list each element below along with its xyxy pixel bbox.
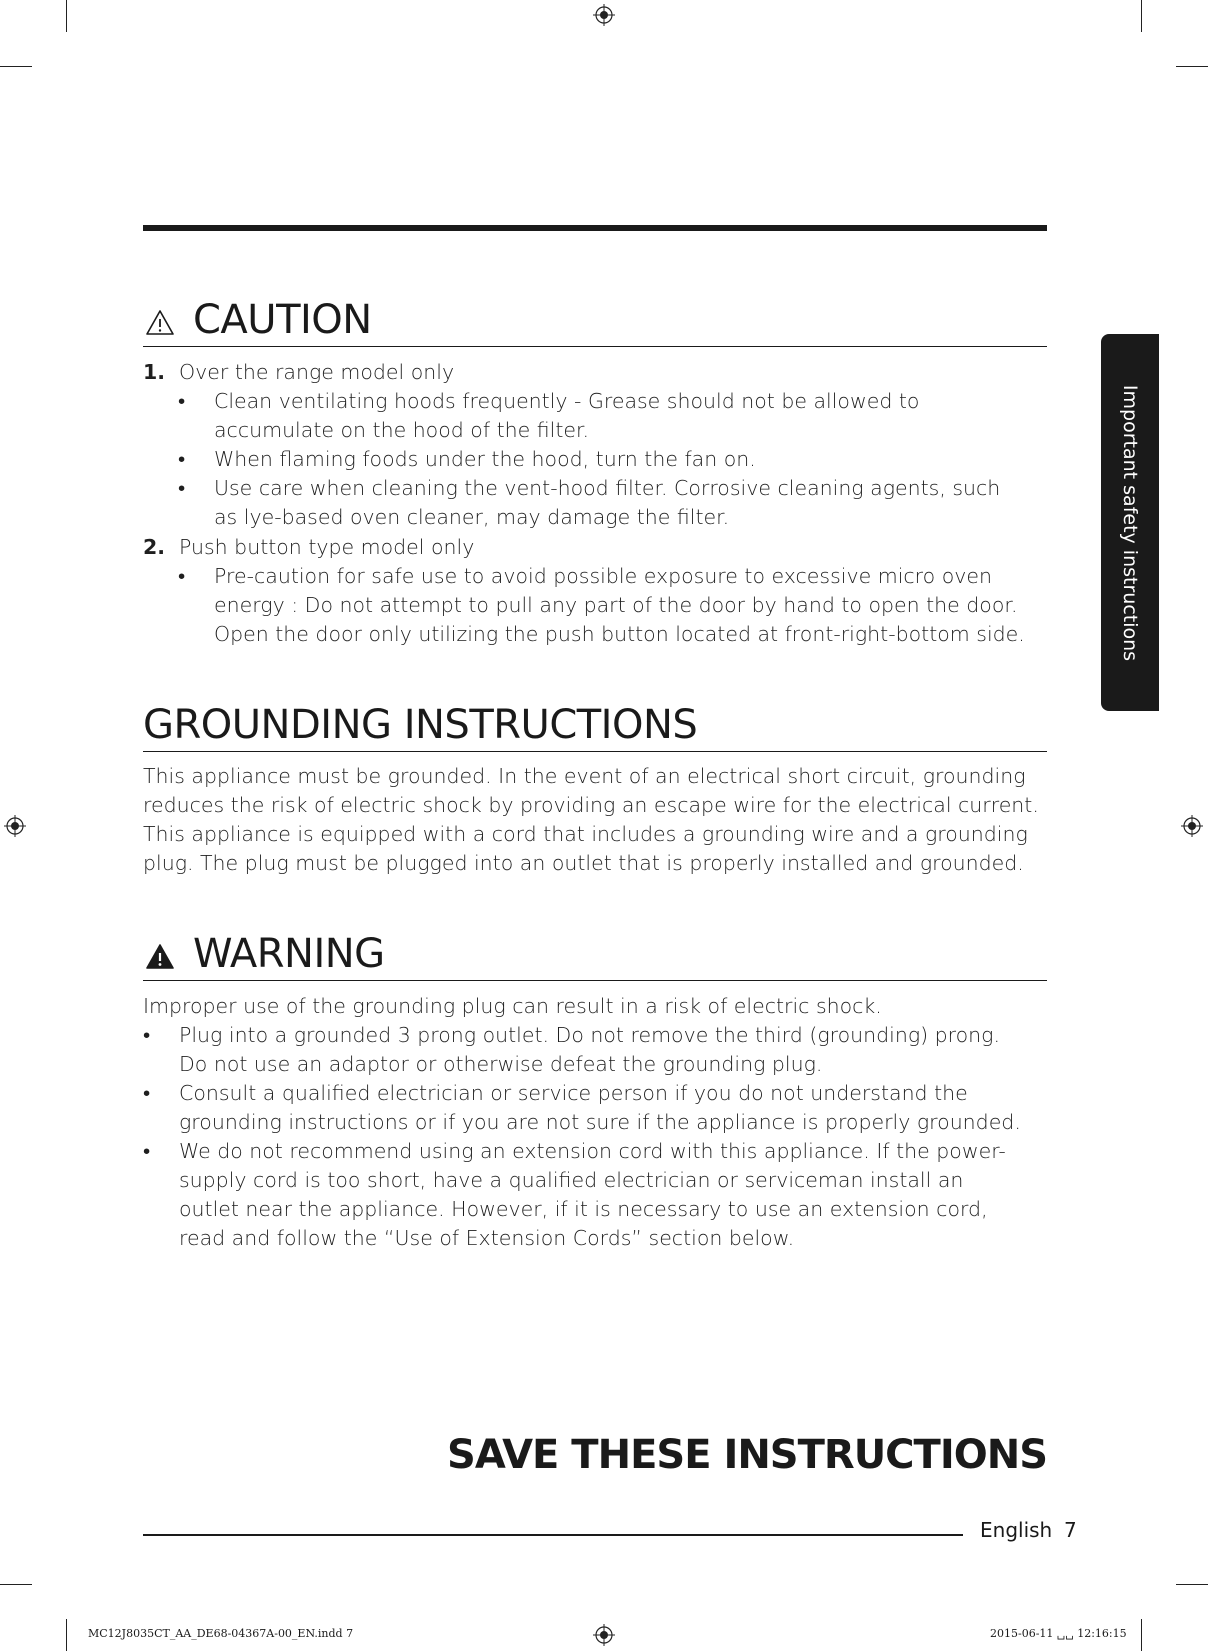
registration-mark-icon xyxy=(593,4,615,26)
side-tab-label: Important safety instructions xyxy=(1119,384,1141,661)
warning-title: WARNING xyxy=(193,931,385,977)
list-item: • Plug into a grounded 3 prong outlet. Do not remove the third (grounding) prong. Do not use an adaptor or otherwise defeat the grounding plug. xyxy=(143,1023,1000,1076)
list-item: • Consult a qualified electrician or service person if you do not understand the grounding instructions or if you are not sure if the appliance is properly grounded. xyxy=(143,1081,1021,1134)
warning-heading xyxy=(143,925,1047,981)
caution-heading xyxy=(143,291,1047,347)
caution-title: CAUTION xyxy=(193,297,372,343)
list-item: • Use care when cleaning the vent-hood filter. Corrosive cleaning agents, such as lye-based oven cleaner, may damage the filter. xyxy=(178,476,1001,529)
registration-mark-icon xyxy=(1181,815,1203,837)
list-item: • Pre-caution for safe use to avoid possible exposure to excessive micro oven energy : Do not attempt to pull any part of the door by hand to open the door. Open the door only utilizing the push button located at front-right-bottom side. xyxy=(178,564,1025,646)
top-divider xyxy=(143,225,1047,231)
list-item: 2. Push button type model only xyxy=(143,535,475,559)
crop-mark xyxy=(1141,1619,1142,1651)
slug-datetime: 2015-06-11 ␣␣ 12:16:15 xyxy=(990,1627,1127,1640)
list-item: • We do not recommend using an extension cord with this appliance. If the power-supply cord is too short, have a qualified electrician or serviceman install an outlet near the appliance. However, if it is necessary to use an extension cord, read and follow the “Use of Extension Cords” section below. xyxy=(143,1139,1006,1250)
crop-mark xyxy=(1176,1584,1208,1585)
crop-mark xyxy=(66,1619,67,1651)
crop-mark xyxy=(1141,0,1142,32)
registration-mark-icon xyxy=(4,815,26,837)
slug-filename: MC12J8035CT_AA_DE68-04367A-00_EN.indd 7 xyxy=(88,1627,354,1640)
registration-mark-icon xyxy=(593,1624,615,1646)
list-item: • Clean ventilating hoods frequently - Grease should not be allowed to accumulate on the hood of the filter. xyxy=(178,389,920,442)
footer-language: English xyxy=(980,1518,1053,1542)
grounding-heading xyxy=(143,696,1047,752)
footer-divider xyxy=(143,1534,963,1536)
crop-mark xyxy=(0,1584,32,1585)
crop-mark xyxy=(1176,66,1208,67)
warning-intro: Improper use of the grounding plug can result in a risk of electric shock. xyxy=(143,994,882,1018)
grounding-title: GROUNDING INSTRUCTIONS xyxy=(143,702,698,748)
grounding-body: This appliance must be grounded. In the event of an electrical short circuit, grounding reduces the risk of electric shock by providing an escape wire for the electrical current. This appliance is equipped with a cord that includes a grounding wire and a grounding plug. The plug must be plugged into an outlet that is properly installed and grounded. xyxy=(143,764,1039,875)
save-instructions-heading: SAVE THESE INSTRUCTIONS xyxy=(447,1432,1047,1478)
list-item: 1. Over the range model only xyxy=(143,360,455,384)
warning-triangle-icon xyxy=(145,943,175,970)
page-number: 7 xyxy=(1064,1518,1077,1542)
crop-mark xyxy=(66,0,67,32)
caution-triangle-icon xyxy=(145,309,175,336)
list-item: • When flaming foods under the hood, turn the fan on. xyxy=(178,447,756,471)
crop-mark xyxy=(0,66,32,67)
